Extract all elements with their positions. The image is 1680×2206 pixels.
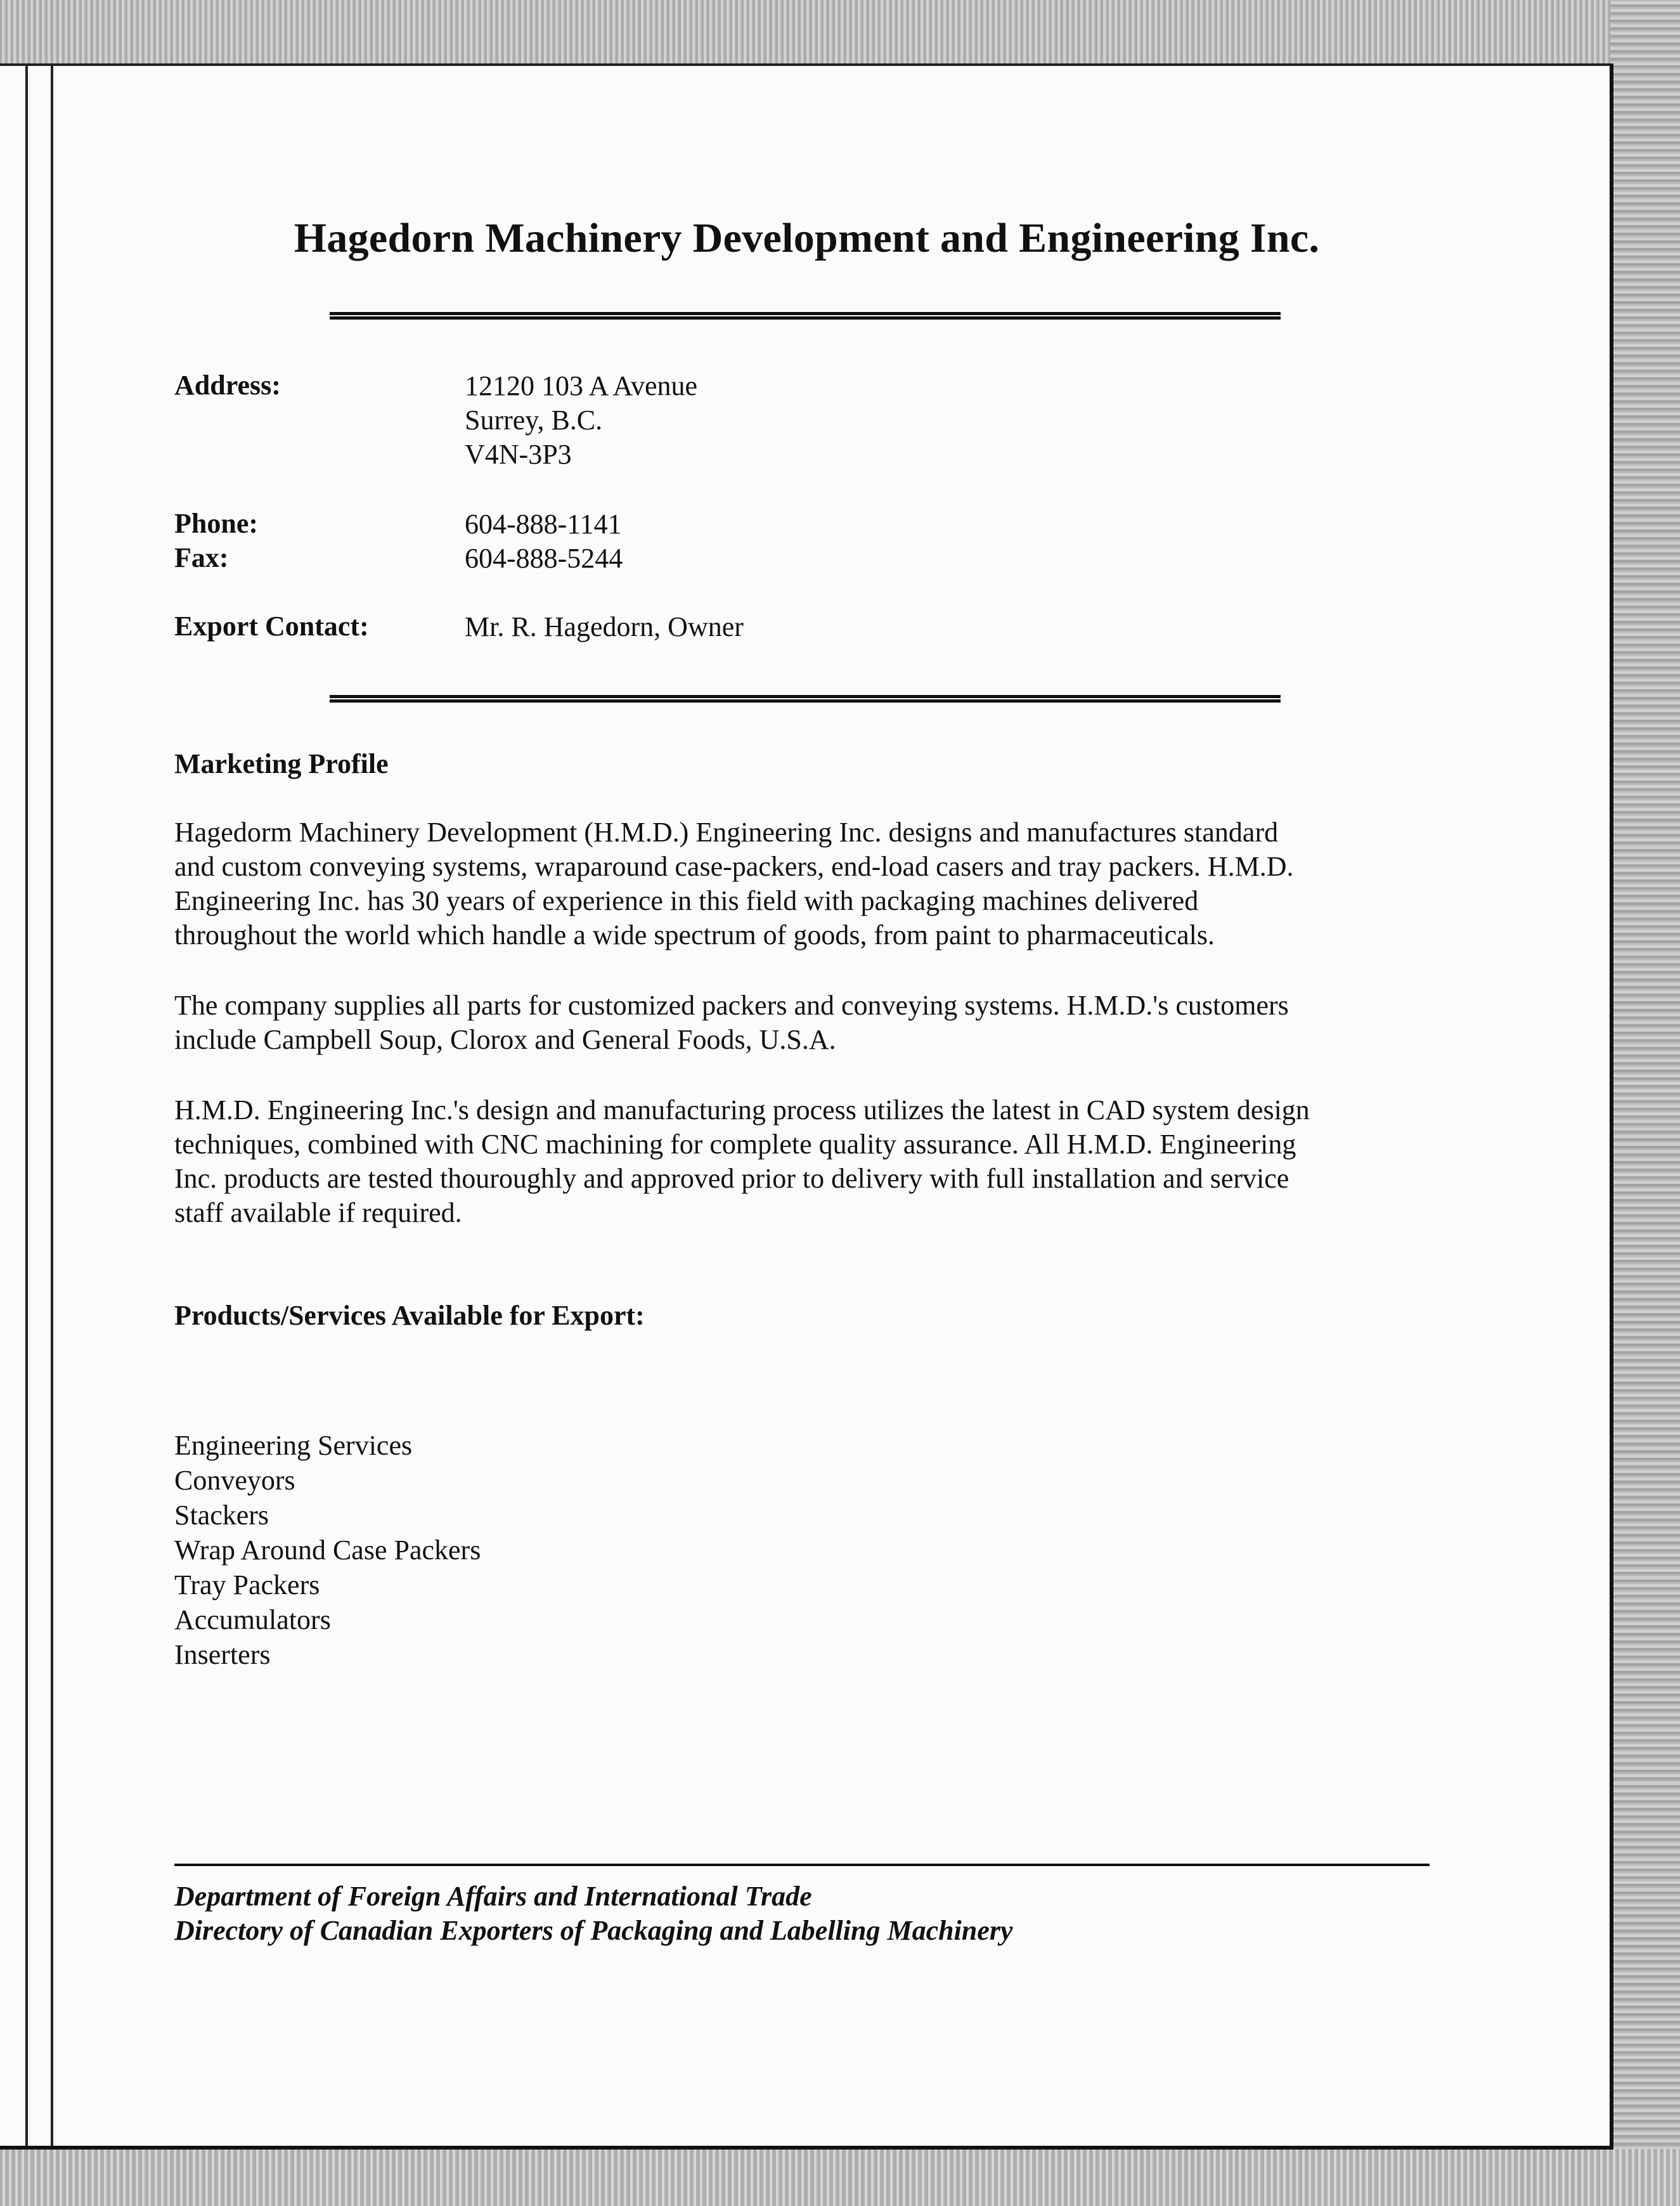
products-heading: Products/Services Available for Export: — [174, 1300, 645, 1331]
double-rule-bottom — [330, 695, 1281, 703]
address-line: V4N-3P3 — [465, 439, 572, 470]
paragraph-line: H.M.D. Engineering Inc.'s design and manufacturing process utilizes the latest in CAD system design — [174, 1094, 1310, 1126]
phone-label: Phone: — [174, 508, 258, 539]
list-item: Wrap Around Case Packers — [174, 1534, 481, 1566]
list-item: Stackers — [174, 1500, 269, 1531]
paragraph-line: throughout the world which handle a wide spectrum of goods, from paint to pharmaceuticals. — [174, 919, 1215, 951]
company-title: Hagedorn Machinery Development and Engineering Inc. — [294, 215, 1320, 261]
export-contact-label: Export Contact: — [174, 611, 369, 642]
paragraph-line: Hagedorm Machinery Development (H.M.D.) Engineering Inc. designs and manufactures standard — [174, 817, 1279, 848]
double-rule-top — [330, 312, 1281, 320]
export-contact-value: Mr. R. Hagedorn, Owner — [465, 611, 744, 642]
paragraph-line: staff available if required. — [174, 1197, 462, 1228]
footer-line: Directory of Canadian Exporters of Packaging and Labelling Machinery — [174, 1915, 1013, 1946]
footer-line: Department of Foreign Affairs and International Trade — [174, 1881, 812, 1912]
list-item: Tray Packers — [174, 1569, 320, 1600]
paragraph-line: Engineering Inc. has 30 years of experience in this field with packaging machines delivered — [174, 885, 1199, 916]
paragraph-line: The company supplies all parts for customized packers and conveying systems. H.M.D.'s customers — [174, 990, 1289, 1021]
list-item: Engineering Services — [174, 1430, 413, 1461]
marketing-paragraph — [174, 815, 1455, 952]
binder-edge-line — [51, 66, 53, 2146]
paragraph-line: and custom conveying systems, wraparound case-packers, end-load casers and tray packers. H.M.D. — [174, 851, 1294, 882]
binder-edge-line — [25, 66, 28, 2146]
fax-value: 604-888-5244 — [465, 543, 623, 574]
paragraph-line: Inc. products are tested thouroughly and approved prior to delivery with full installation and service — [174, 1163, 1289, 1194]
paragraph-line: techniques, combined with CNC machining for complete quality assurance. All H.M.D. Engineering — [174, 1129, 1296, 1160]
phone-value: 604-888-1141 — [465, 509, 622, 540]
products-list — [174, 1428, 481, 1672]
marketing-paragraph — [174, 1093, 1455, 1230]
footer-rule — [174, 1864, 1430, 1866]
address-label: Address: — [174, 370, 281, 401]
marketing-heading: Marketing Profile — [174, 748, 389, 779]
address-line: 12120 103 A Avenue — [465, 370, 698, 401]
list-item: Accumulators — [174, 1604, 331, 1635]
scan-border-top — [0, 0, 1680, 67]
fax-label: Fax: — [174, 542, 229, 573]
paragraph-line: include Campbell Soup, Clorox and General Foods, U.S.A. — [174, 1024, 836, 1055]
marketing-paragraph — [174, 989, 1455, 1057]
scan-border-right — [1610, 0, 1680, 2206]
address-line: Surrey, B.C. — [465, 405, 603, 436]
list-item: Conveyors — [174, 1465, 295, 1496]
footer — [174, 1879, 1012, 1948]
scan-border-bottom — [0, 2149, 1680, 2206]
document-page — [0, 63, 1613, 2150]
list-item: Inserters — [174, 1639, 271, 1670]
address-value — [465, 369, 697, 472]
